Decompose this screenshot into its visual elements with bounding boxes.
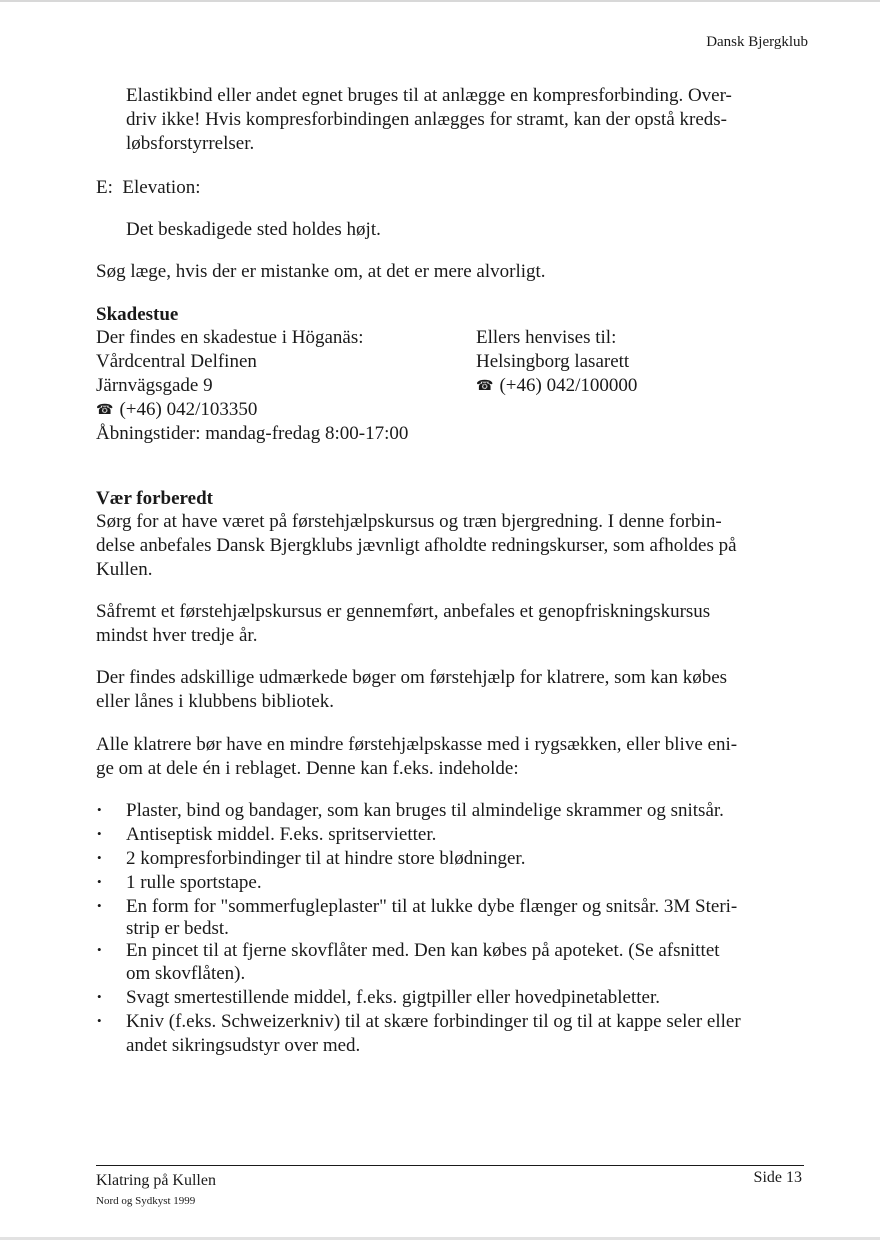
intro-line-2: driv ikke! Hvis kompresforbindingen anlægges for stramt, kan der opstå kreds- [126,109,728,130]
bullet-8-line-1: Kniv (f.eks. Schweizerkniv) til at skære forbindinger til og til at kappe seler eller [126,1011,741,1032]
skadestue-right-line-2: Helsingborg lasarett [476,351,630,372]
prepared-heading: Vær forberedt [96,488,213,509]
skadestue-heading: Skadestue [96,304,179,325]
prepared-p2-line-2: mindst hver tredje år. [96,625,258,646]
skadestue-right-phone: (+46) 042/100000 [499,375,638,396]
bullet-7-line-1: Svagt smertestillende middel, f.eks. gigtpiller eller hovedpinetabletter. [126,987,660,1008]
bullet-3-line-1: 2 kompresforbindinger til at hindre store blødninger. [126,848,526,869]
intro-line-1: Elastikbind eller andet egnet bruges til at anlægge en kompresforbinding. Over- [126,85,732,106]
bullet-marker: • [97,802,102,817]
prepared-p4-line-2: ge om at dele én i reblaget. Denne kan f.eks. indeholde: [96,758,519,779]
skadestue-left-line-2: Vårdcentral Delfinen [96,351,257,372]
prepared-p4-line-1: Alle klatrere bør have en mindre førstehjælpskasse med i rygsækken, eller blive eni- [96,734,738,755]
prepared-p3-line-2: eller lånes i klubbens bibliotek. [96,691,334,712]
bullet-2-line-1: Antiseptisk middel. F.eks. spritservietter. [126,824,437,845]
bullet-6-line-2: om skovflåten). [126,963,246,984]
doctor-note: Søg læge, hvis der er mistanke om, at det er mere alvorligt. [96,261,546,282]
bullet-marker: • [97,942,102,957]
intro-line-3: løbsforstyrrelser. [126,133,255,154]
bullet-5-line-1: En form for "sommerfugleplaster" til at lukke dybe flænger og snitsår. 3M Steri- [126,896,738,917]
bullet-marker: • [97,850,102,865]
footer-rule [96,1165,804,1166]
running-header: Dansk Bjergklub [706,34,808,50]
elevation-text: Det beskadigede sted holdes højt. [126,219,381,240]
bullet-8-line-2: andet sikringsudstyr over med. [126,1035,361,1056]
bullet-marker: • [97,826,102,841]
footer-subtitle: Nord og Sydkyst 1999 [96,1195,196,1207]
bullet-marker: • [97,874,102,889]
elevation-label: E: Elevation: [96,177,201,198]
bullet-5-line-2: strip er bedst. [126,918,229,939]
prepared-p1-line-1: Sørg for at have været på førstehjælpskursus og træn bjergredning. I denne forbin- [96,511,722,532]
bullet-4-line-1: 1 rulle sportstape. [126,872,262,893]
page-number: Side 13 [753,1169,802,1186]
prepared-p1-line-3: Kullen. [96,559,153,580]
phone-icon: ☎ [96,403,114,418]
skadestue-hours: Åbningstider: mandag-fredag 8:00-17:00 [96,423,409,444]
bullet-6-line-1: En pincet til at fjerne skovflåter med. Den kan købes på apoteket. (Se afsnittet [126,940,720,961]
skadestue-left-line-1: Der findes en skadestue i Höganäs: [96,327,364,348]
bullet-1-line-1: Plaster, bind og bandager, som kan bruges til almindelige skrammer og snitsår. [126,800,724,821]
bullet-marker: • [97,1013,102,1028]
prepared-p1-line-2: delse anbefales Dansk Bjergklubs jævnligt afholdte redningskurser, som afholdes på [96,535,737,556]
skadestue-left-phone: (+46) 042/103350 [119,399,258,420]
skadestue-left-line-3: Järnvägsgade 9 [96,375,213,396]
scan-edge-top [0,0,880,2]
bullet-marker: • [97,989,102,1004]
skadestue-left-phone-row [96,398,257,423]
bullet-marker: • [97,898,102,913]
skadestue-right-phone-row [476,374,637,399]
footer-title: Klatring på Kullen [96,1172,216,1189]
prepared-p3-line-1: Der findes adskillige udmærkede bøger om førstehjælp for klatrere, som kan købes [96,667,728,688]
skadestue-right-line-1: Ellers henvises til: [476,327,617,348]
prepared-p2-line-1: Såfremt et førstehjælpskursus er gennemført, anbefales et genopfriskningskursus [96,601,711,622]
phone-icon: ☎ [476,379,494,394]
